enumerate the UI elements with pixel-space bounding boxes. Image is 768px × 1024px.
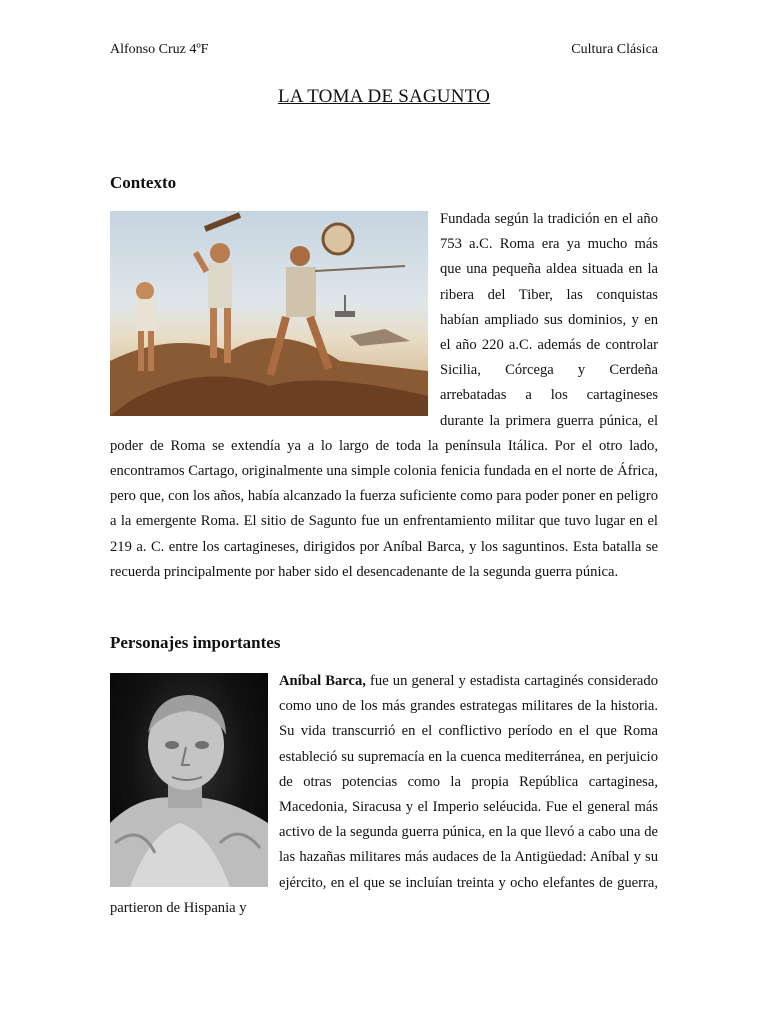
document-title: LA TOMA DE SAGUNTO	[277, 86, 491, 107]
hannibal-name: Aníbal Barca,	[279, 673, 366, 689]
header-author: Alfonso Cruz 4ºF	[110, 42, 209, 57]
hannibal-description: fue un general y estadista cartaginés considerado como uno de los más grandes estrategas militares de la historia. Su vida transcurrió en el conflictivo período en el que Roma estableció su supremacía en la cuenca mediterránea, en perjuicio de otras potencias como la propia República cartaginesa, Macedonia, Siracusa y el Imperio seléucida. Fue el general más activo de la segunda guerra púnica, en la que llevó a cabo una de las hazañas militares más audaces de la Antigüedad: Aníbal y su ejército, en el que se incluían treinta y ocho elefantes de guerra, partieron de Hispania y	[110, 673, 659, 916]
page-header	[110, 42, 658, 58]
section-personajes	[110, 669, 658, 921]
section-heading-contexto: Contexto	[110, 173, 177, 192]
header-subject: Cultura Clásica	[571, 42, 658, 57]
section-heading-personajes: Personajes importantes	[110, 633, 281, 652]
warriors-illustration	[110, 211, 428, 416]
hannibal-bust-photo	[110, 673, 268, 887]
contexto-paragraph: Fundada según la tradición en el año 753 a.C. Roma era ya mucho más que una pequeña aldea situada en la ribera del Tiber, las conquistas habían ampliado sus dominios, y en el año 220 a.C. además de controlar Sicilia, Córcega y Cerdeña arrebatadas a los cartagineses durante la primera guerra púnica, el poder de Roma se extendía ya a lo largo de toda la península Itálica. Por el otro lado, encontramos Cartago, originalmente una simple colonia fenicia fundada en el norte de África, pero que, con los años, había alcanzado la fuerza suficiente como para poder poner en peligro a la emergente Roma. El sitio de Sagunto fue un enfrentamiento militar que tuvo lugar en el 219 a. C. entre los cartagineses, dirigidos por Aníbal Barca, y los saguntinos. Esta batalla se recuerda principalmente por haber sido el desencadenante de la segunda guerra púnica.	[110, 211, 658, 580]
section-contexto	[110, 207, 658, 585]
